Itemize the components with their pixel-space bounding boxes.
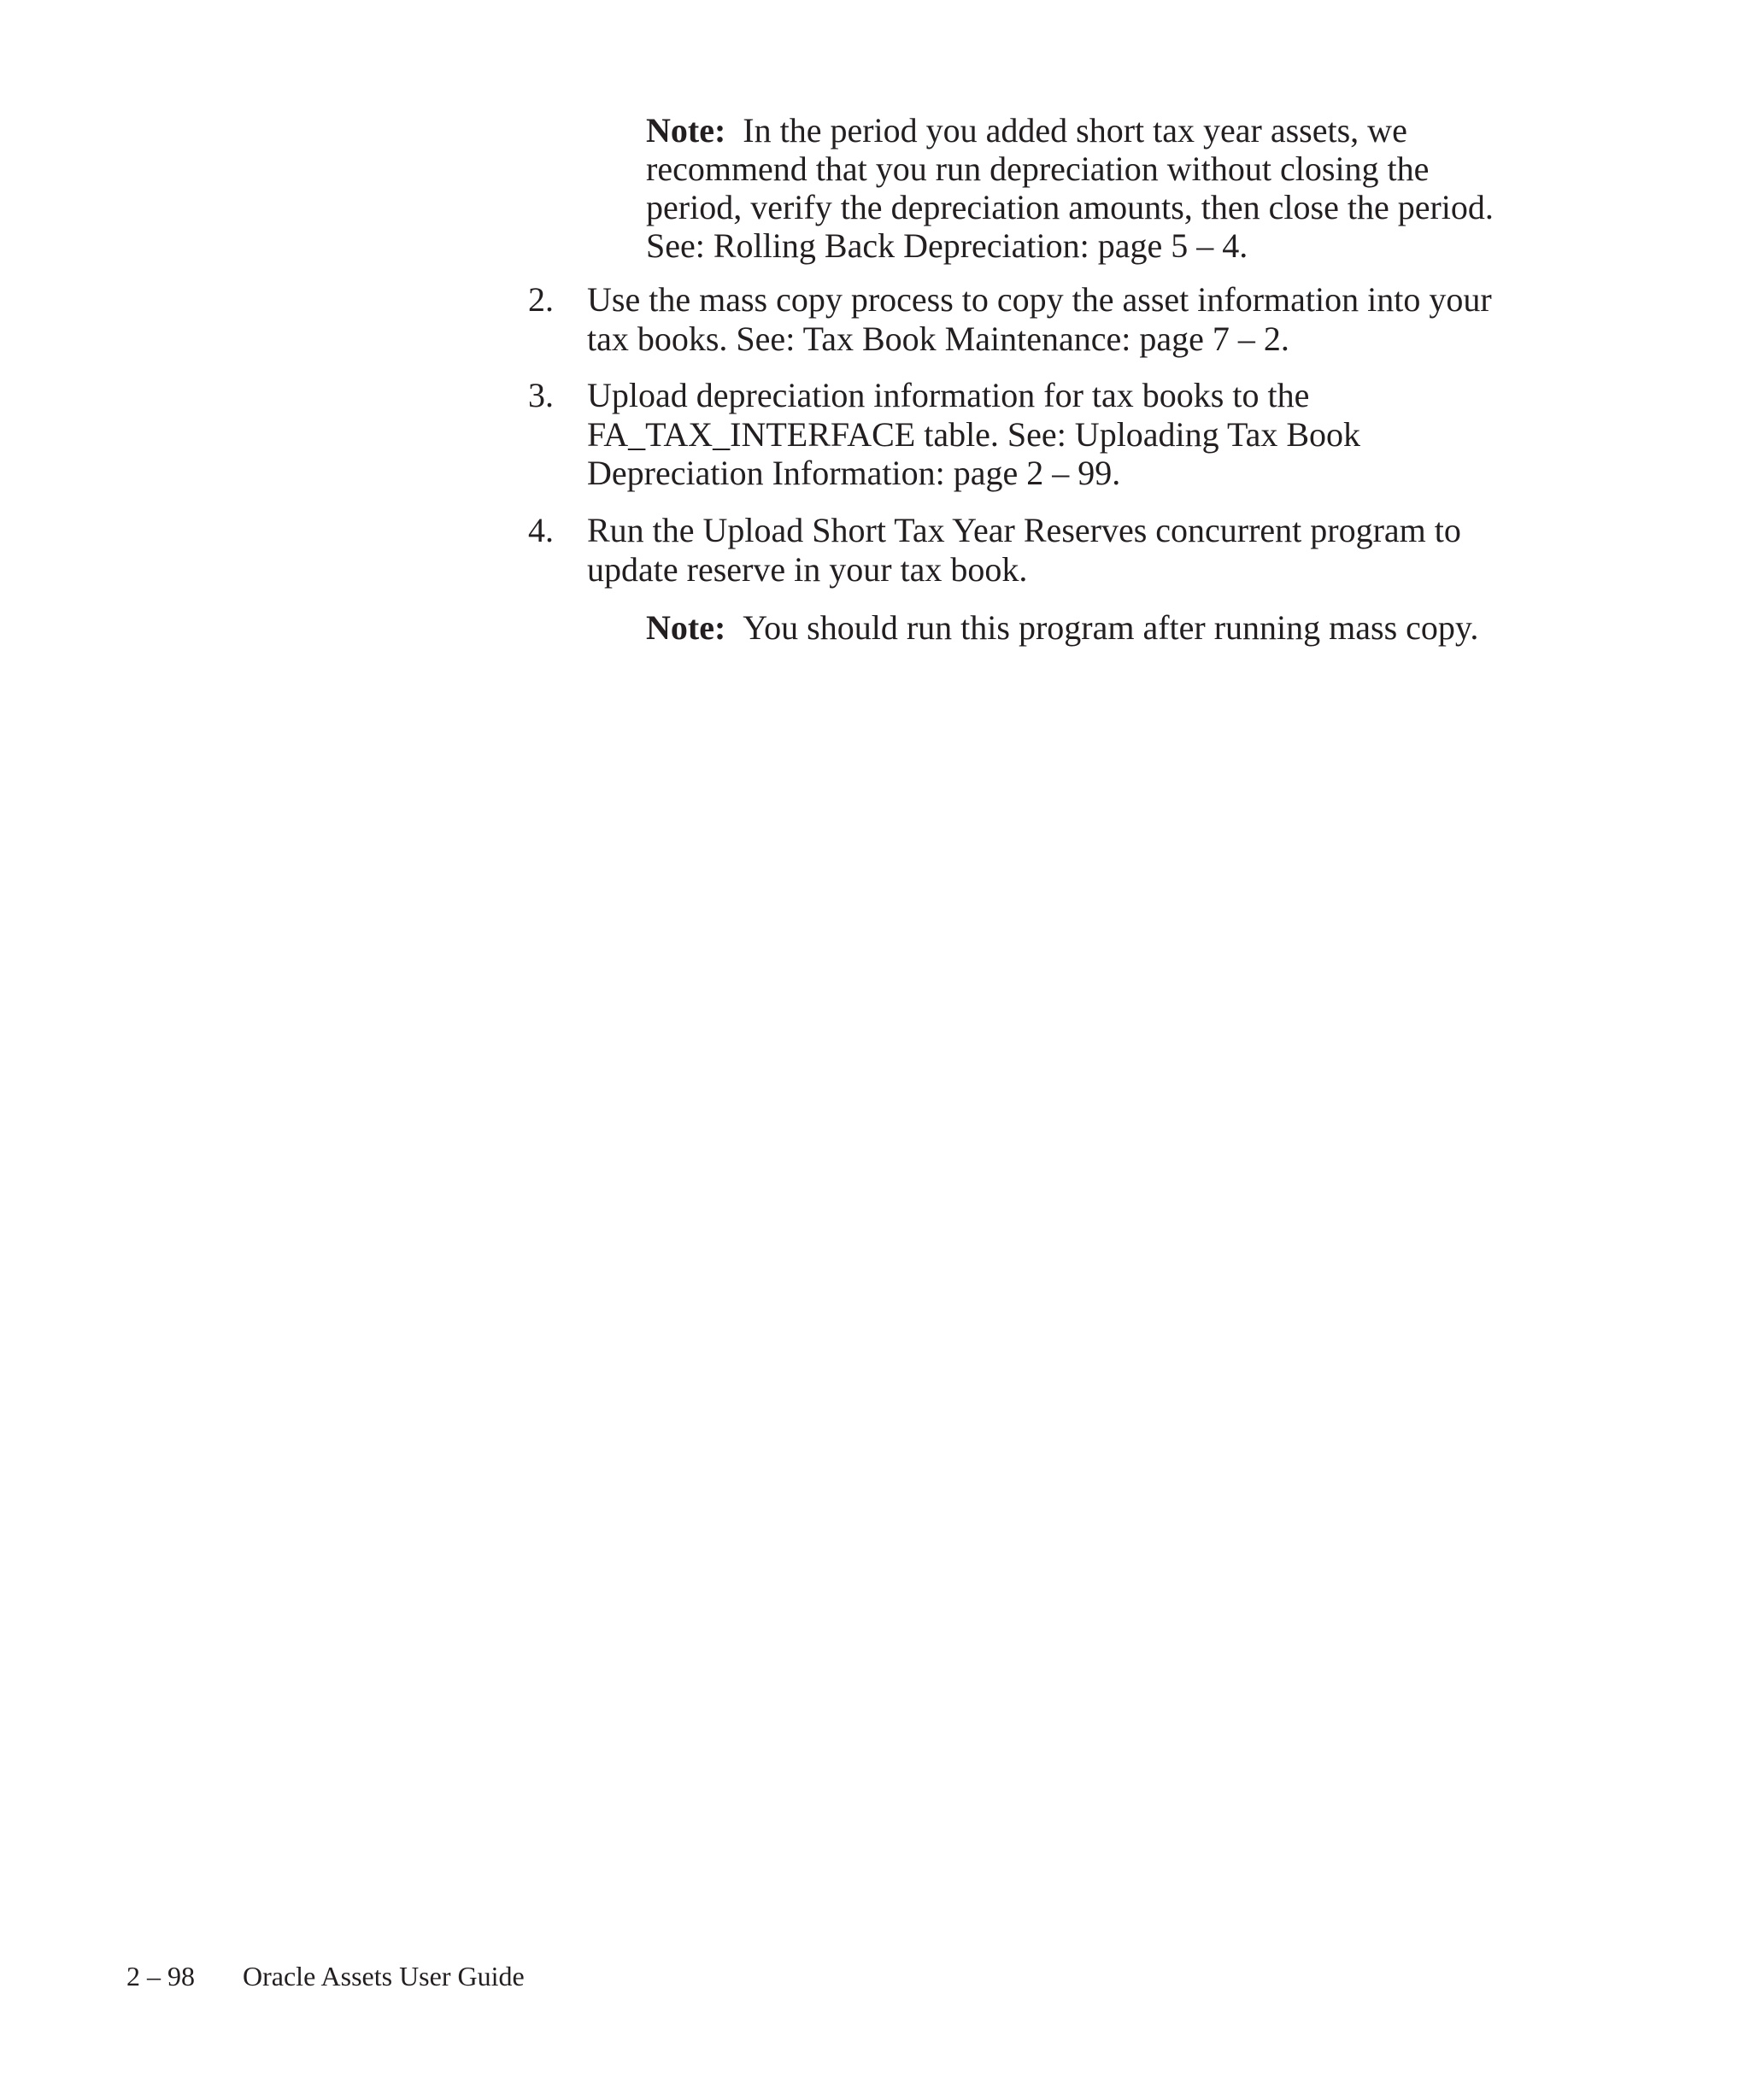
note-label: Note: xyxy=(646,111,726,150)
note-label: Note: xyxy=(646,608,726,647)
step-text xyxy=(587,280,1595,358)
step-number: 3. xyxy=(528,376,554,414)
step-number: 2. xyxy=(528,280,554,319)
note-text: In the period you added short tax year assets, we xyxy=(743,111,1407,150)
step-text xyxy=(587,511,1595,589)
note-line xyxy=(646,608,1629,647)
step-line: FA_TAX_INTERFACE table. See: Uploading Tax Book xyxy=(587,414,1361,454)
step-line: Run the Upload Short Tax Year Reserves concurrent program to xyxy=(587,511,1461,549)
note-run-after-mass-copy xyxy=(646,608,1629,647)
note-line xyxy=(646,111,1629,150)
step-text xyxy=(587,376,1595,493)
footer-page-number: 2 – 98 xyxy=(126,1961,195,1991)
note-short-tax-year xyxy=(646,111,1629,265)
step-line: update reserve in your tax book. xyxy=(587,549,1028,589)
note-line: See: Rolling Back Depreciation: page 5 – 4. xyxy=(646,226,1248,265)
note-text: You should run this program after running mass copy. xyxy=(743,608,1479,647)
step-number: 4. xyxy=(528,511,554,549)
footer-book-title: Oracle Assets User Guide xyxy=(243,1961,525,1991)
step-line: Depreciation Information: page 2 – 99. xyxy=(587,454,1121,492)
step-line: tax books. See: Tax Book Maintenance: page 7 – 2. xyxy=(587,319,1289,358)
step-line: Use the mass copy process to copy the asset information into your xyxy=(587,280,1492,319)
note-line: recommend that you run depreciation without closing the xyxy=(646,150,1430,188)
note-line: period, verify the depreciation amounts, then close the period. xyxy=(646,188,1494,226)
step-line: Upload depreciation information for tax books to the xyxy=(587,376,1310,414)
